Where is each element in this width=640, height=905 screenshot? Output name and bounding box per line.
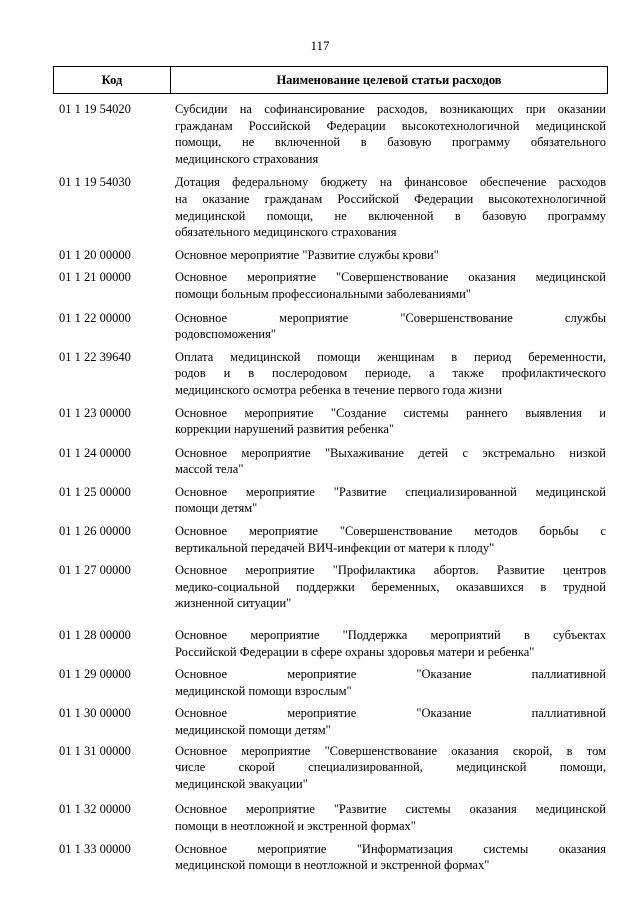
row-name <box>169 101 608 167</box>
row-code: 01 1 29 00000 <box>59 667 131 682</box>
row-name-line: Основное мероприятие "Совершенствование оказания медицинской <box>175 270 606 285</box>
row-name-line: Основное мероприятие "Совершенствование методов борьбы с <box>175 524 606 539</box>
row-name-line: медицинского осмотра ребенка в течение первого года жизни <box>175 382 503 397</box>
table-row <box>53 705 608 738</box>
row-name <box>169 743 608 793</box>
row-name-line: Основное мероприятие "Создание системы раннего выявления и <box>175 405 606 420</box>
row-code: 01 1 24 00000 <box>59 445 131 460</box>
table-row <box>53 801 608 834</box>
row-code: 01 1 27 00000 <box>59 563 131 578</box>
row-name-line: помощи, не включенной в базовую программу обязательного <box>175 135 606 150</box>
row-name <box>169 405 608 438</box>
row-name-line: медицинской помощи детям" <box>175 723 331 737</box>
row-code: 01 1 19 54030 <box>59 175 131 190</box>
row-code: 01 1 23 00000 <box>59 405 131 420</box>
table-row <box>53 349 608 399</box>
row-code: 01 1 25 00000 <box>59 484 131 499</box>
table-row <box>53 445 608 478</box>
table-row <box>53 269 608 302</box>
table-row <box>53 310 608 343</box>
row-code: 01 1 26 00000 <box>59 524 131 539</box>
table-row <box>53 405 608 438</box>
row-name <box>169 562 608 612</box>
row-name-line: обязательного медицинского страхования <box>175 225 397 240</box>
row-name-line: числе скорой специализированной, медицинской помощи, <box>175 760 606 775</box>
row-name-line: Субсидии на софинансирование расходов, возникающих при оказании <box>175 102 606 116</box>
table-row <box>53 523 608 556</box>
row-name-line: помощи детям" <box>175 501 258 516</box>
row-name-line: Основное мероприятие "Профилактика абортов. Развитие центров <box>175 563 606 578</box>
row-name-line: Основное мероприятие "Оказание паллиативной <box>175 667 606 682</box>
table-row <box>53 247 608 264</box>
row-code: 01 1 22 00000 <box>59 310 131 325</box>
header-code: Код <box>54 67 171 93</box>
row-name-line: медицинской помощи взрослым" <box>175 683 352 698</box>
row-name <box>169 174 608 240</box>
row-name-line: коррекции нарушений развития ребенка" <box>175 422 395 437</box>
row-name <box>169 310 608 343</box>
row-name <box>169 269 608 302</box>
row-name-line: Основное мероприятие "Поддержка мероприятий в субъектах <box>175 628 606 643</box>
row-name-line: массой тела" <box>175 462 244 477</box>
row-name-line: Основное мероприятие "Оказание паллиативной <box>175 706 606 721</box>
row-name-line: Основное мероприятие "Совершенствование службы <box>175 310 606 325</box>
row-name-line: родовспоможения" <box>175 327 276 342</box>
row-name-line: Российской Федерации в сфере охраны здоровья матери и ребенка" <box>175 644 535 659</box>
row-name-line: медицинского страхования <box>175 151 319 166</box>
row-code: 01 1 19 54020 <box>59 102 131 116</box>
row-name-line: Основное мероприятие "Совершенствование оказания скорой, в том <box>175 743 606 758</box>
row-name-line: вертикальной передачей ВИЧ-инфекции от матери к плоду" <box>175 540 495 555</box>
table-row <box>53 666 608 699</box>
table-row <box>53 174 608 240</box>
row-name-line: медицинской эвакуации" <box>175 776 308 791</box>
row-name-line: жизненной ситуации" <box>175 596 292 611</box>
row-name-line: помощи больным профессиональными заболеваниями" <box>175 286 471 301</box>
row-code: 01 1 28 00000 <box>59 628 131 643</box>
row-name-line: Оплата медицинской помощи женщинам в период беременности, <box>175 349 606 364</box>
table-row <box>53 101 608 167</box>
table-row <box>53 562 608 612</box>
row-name-line: Дотация федеральному бюджету на финансовое обеспечение расходов <box>175 175 606 190</box>
row-name-line: медико-социальной поддержки беременных, оказавшихся в трудной <box>175 579 606 594</box>
row-name <box>169 484 608 517</box>
row-name <box>169 705 608 738</box>
row-name-line: гражданам Российской Федерации высокотехнологичной медицинской <box>175 118 606 133</box>
row-code: 01 1 31 00000 <box>59 743 131 758</box>
row-name <box>169 801 608 834</box>
row-name <box>169 841 608 874</box>
row-code: 01 1 30 00000 <box>59 706 131 721</box>
budget-items-table <box>53 66 608 874</box>
row-name-line: Основное мероприятие "Развитие службы крови" <box>175 247 439 262</box>
table-row <box>53 627 608 660</box>
row-name-line: Основное мероприятие "Информатизация системы оказания <box>175 841 606 856</box>
row-name <box>169 445 608 478</box>
row-name <box>169 349 608 399</box>
row-name-line: медицинской помощи в неотложной и экстренной формах" <box>175 858 490 873</box>
header-name: Наименование целевой статьи расходов <box>276 72 502 87</box>
row-name-line: Основное мероприятие "Развитие системы оказания медицинской <box>175 802 606 817</box>
row-name <box>169 666 608 699</box>
row-name <box>169 523 608 556</box>
row-name-line: родов и в послеродовом периоде, а также профилактического <box>175 366 606 381</box>
row-code: 01 1 22 39640 <box>59 349 131 364</box>
row-name-line: Основное мероприятие "Выхаживание детей с экстремально низкой <box>175 445 606 460</box>
row-name <box>169 627 608 660</box>
table-row <box>53 743 608 793</box>
row-name-line: на оказание гражданам Российской Федерации высокотехнологичной <box>175 191 606 206</box>
table-body <box>53 101 608 874</box>
row-code: 01 1 20 00000 <box>59 247 131 262</box>
table-row <box>53 841 608 874</box>
row-code: 01 1 33 00000 <box>59 841 131 856</box>
row-name-line: медицинской помощи, не включенной в базовую программу <box>175 208 606 223</box>
row-name <box>169 247 608 264</box>
table-row <box>53 484 608 517</box>
row-code: 01 1 21 00000 <box>59 270 131 285</box>
table-header <box>53 66 608 94</box>
row-code: 01 1 32 00000 <box>59 802 131 817</box>
row-name-line: Основное мероприятие "Развитие специализированной медицинской <box>175 484 606 499</box>
row-name-line: помощи в неотложной и экстренной формах" <box>175 818 416 833</box>
page-number: 117 <box>310 38 330 53</box>
